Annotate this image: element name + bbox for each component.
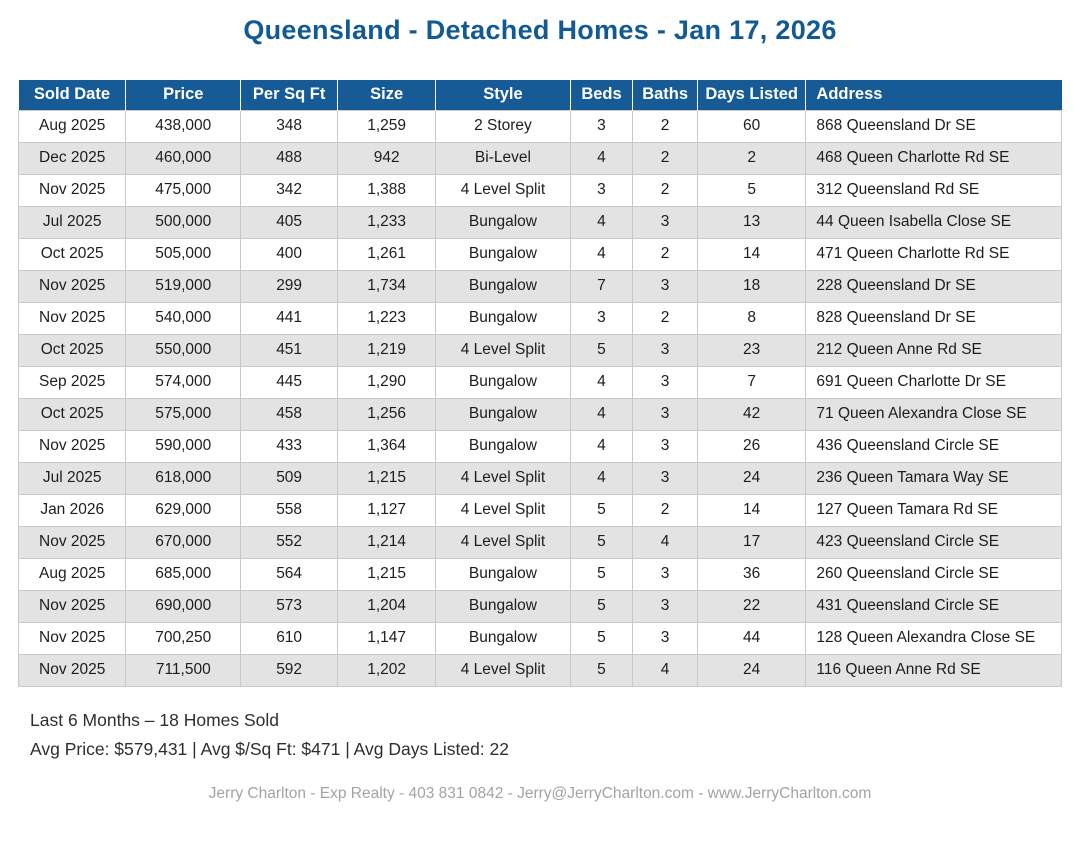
- cell-beds: 5: [570, 334, 633, 366]
- cell-baths: 3: [633, 622, 698, 654]
- cell-baths: 2: [633, 302, 698, 334]
- cell-address: 312 Queensland Rd SE: [806, 174, 1062, 206]
- cell-beds: 4: [570, 238, 633, 270]
- cell-days-listed: 23: [697, 334, 805, 366]
- cell-beds: 4: [570, 398, 633, 430]
- cell-sold-date: Jul 2025: [19, 462, 126, 494]
- table-row: [19, 206, 1062, 238]
- cell-sold-date: Oct 2025: [19, 398, 126, 430]
- cell-baths: 3: [633, 206, 698, 238]
- cell-sold-date: Dec 2025: [19, 142, 126, 174]
- summary-block: [30, 706, 1080, 764]
- cell-price: 475,000: [126, 174, 241, 206]
- cell-style: Bungalow: [436, 430, 571, 462]
- cell-style: 4 Level Split: [436, 174, 571, 206]
- cell-price: 438,000: [126, 110, 241, 142]
- cell-beds: 5: [570, 526, 633, 558]
- cell-price: 519,000: [126, 270, 241, 302]
- cell-baths: 3: [633, 334, 698, 366]
- cell-baths: 3: [633, 462, 698, 494]
- cell-style: Bungalow: [436, 238, 571, 270]
- cell-price: 670,000: [126, 526, 241, 558]
- cell-price: 575,000: [126, 398, 241, 430]
- cell-baths: 2: [633, 142, 698, 174]
- cell-per-sq-ft: 441: [241, 302, 338, 334]
- cell-sold-date: Oct 2025: [19, 334, 126, 366]
- cell-address: 431 Queensland Circle SE: [806, 590, 1062, 622]
- cell-days-listed: 7: [697, 366, 805, 398]
- cell-beds: 4: [570, 462, 633, 494]
- table-row: [19, 430, 1062, 462]
- cell-sold-date: Jan 2026: [19, 494, 126, 526]
- cell-style: Bungalow: [436, 206, 571, 238]
- cell-baths: 4: [633, 654, 698, 686]
- cell-beds: 4: [570, 142, 633, 174]
- cell-per-sq-ft: 451: [241, 334, 338, 366]
- cell-size: 1,202: [338, 654, 436, 686]
- cell-baths: 3: [633, 430, 698, 462]
- table-row: [19, 590, 1062, 622]
- table-row: [19, 654, 1062, 686]
- summary-averages: Avg Price: $579,431 | Avg $/Sq Ft: $471 | Avg Days Listed: 22: [30, 738, 509, 759]
- cell-size: 1,734: [338, 270, 436, 302]
- cell-baths: 2: [633, 110, 698, 142]
- column-header-days-listed: Days Listed: [697, 80, 805, 110]
- cell-baths: 2: [633, 174, 698, 206]
- cell-days-listed: 2: [697, 142, 805, 174]
- cell-days-listed: 44: [697, 622, 805, 654]
- cell-style: Bungalow: [436, 590, 571, 622]
- cell-days-listed: 60: [697, 110, 805, 142]
- table-row: [19, 494, 1062, 526]
- page-title: Queensland - Detached Homes - Jan 17, 2026: [243, 15, 837, 45]
- cell-price: 629,000: [126, 494, 241, 526]
- table-row: [19, 110, 1062, 142]
- cell-baths: 2: [633, 238, 698, 270]
- cell-style: Bi-Level: [436, 142, 571, 174]
- cell-per-sq-ft: 509: [241, 462, 338, 494]
- cell-address: 236 Queen Tamara Way SE: [806, 462, 1062, 494]
- cell-address: 127 Queen Tamara Rd SE: [806, 494, 1062, 526]
- cell-days-listed: 24: [697, 462, 805, 494]
- cell-sold-date: Aug 2025: [19, 110, 126, 142]
- cell-beds: 4: [570, 366, 633, 398]
- table-row: [19, 366, 1062, 398]
- cell-address: 471 Queen Charlotte Rd SE: [806, 238, 1062, 270]
- cell-price: 505,000: [126, 238, 241, 270]
- cell-size: 1,214: [338, 526, 436, 558]
- cell-price: 500,000: [126, 206, 241, 238]
- cell-size: 1,261: [338, 238, 436, 270]
- cell-baths: 3: [633, 366, 698, 398]
- cell-days-listed: 36: [697, 558, 805, 590]
- cell-address: 423 Queensland Circle SE: [806, 526, 1062, 558]
- cell-baths: 4: [633, 526, 698, 558]
- cell-address: 128 Queen Alexandra Close SE: [806, 622, 1062, 654]
- cell-size: 1,147: [338, 622, 436, 654]
- cell-beds: 4: [570, 430, 633, 462]
- cell-style: Bungalow: [436, 366, 571, 398]
- column-header-baths: Baths: [633, 80, 698, 110]
- table-row: [19, 302, 1062, 334]
- cell-size: 1,219: [338, 334, 436, 366]
- cell-price: 685,000: [126, 558, 241, 590]
- cell-beds: 5: [570, 654, 633, 686]
- cell-days-listed: 22: [697, 590, 805, 622]
- cell-sold-date: Aug 2025: [19, 558, 126, 590]
- cell-per-sq-ft: 552: [241, 526, 338, 558]
- cell-price: 690,000: [126, 590, 241, 622]
- cell-address: 691 Queen Charlotte Dr SE: [806, 366, 1062, 398]
- cell-style: 4 Level Split: [436, 334, 571, 366]
- table-row: [19, 558, 1062, 590]
- cell-per-sq-ft: 433: [241, 430, 338, 462]
- cell-address: 71 Queen Alexandra Close SE: [806, 398, 1062, 430]
- cell-size: 1,388: [338, 174, 436, 206]
- cell-beds: 5: [570, 622, 633, 654]
- cell-sold-date: Nov 2025: [19, 654, 126, 686]
- cell-address: 436 Queensland Circle SE: [806, 430, 1062, 462]
- cell-sold-date: Sep 2025: [19, 366, 126, 398]
- cell-baths: 3: [633, 590, 698, 622]
- cell-beds: 7: [570, 270, 633, 302]
- cell-price: 700,250: [126, 622, 241, 654]
- cell-price: 618,000: [126, 462, 241, 494]
- cell-beds: 4: [570, 206, 633, 238]
- cell-per-sq-ft: 348: [241, 110, 338, 142]
- cell-style: Bungalow: [436, 270, 571, 302]
- cell-baths: 3: [633, 270, 698, 302]
- cell-sold-date: Oct 2025: [19, 238, 126, 270]
- column-header-sold-date: Sold Date: [19, 80, 126, 110]
- cell-address: 468 Queen Charlotte Rd SE: [806, 142, 1062, 174]
- cell-beds: 5: [570, 558, 633, 590]
- cell-sold-date: Nov 2025: [19, 590, 126, 622]
- cell-size: 1,215: [338, 558, 436, 590]
- cell-baths: 2: [633, 494, 698, 526]
- cell-per-sq-ft: 610: [241, 622, 338, 654]
- cell-size: 1,204: [338, 590, 436, 622]
- cell-sold-date: Nov 2025: [19, 526, 126, 558]
- cell-beds: 3: [570, 110, 633, 142]
- cell-size: 1,233: [338, 206, 436, 238]
- cell-beds: 3: [570, 174, 633, 206]
- cell-sold-date: Nov 2025: [19, 302, 126, 334]
- table-row: [19, 142, 1062, 174]
- cell-address: 116 Queen Anne Rd SE: [806, 654, 1062, 686]
- cell-days-listed: 5: [697, 174, 805, 206]
- table-header-row: [19, 80, 1062, 110]
- cell-price: 574,000: [126, 366, 241, 398]
- cell-beds: 5: [570, 590, 633, 622]
- cell-sold-date: Nov 2025: [19, 174, 126, 206]
- cell-address: 868 Queensland Dr SE: [806, 110, 1062, 142]
- cell-size: 1,364: [338, 430, 436, 462]
- summary-homes-sold: Last 6 Months – 18 Homes Sold: [30, 709, 280, 730]
- table-row: [19, 398, 1062, 430]
- cell-days-listed: 13: [697, 206, 805, 238]
- table-row: [19, 174, 1062, 206]
- cell-address: 44 Queen Isabella Close SE: [806, 206, 1062, 238]
- column-header-beds: Beds: [570, 80, 633, 110]
- cell-days-listed: 24: [697, 654, 805, 686]
- cell-style: Bungalow: [436, 558, 571, 590]
- cell-size: 942: [338, 142, 436, 174]
- cell-beds: 3: [570, 302, 633, 334]
- table-row: [19, 270, 1062, 302]
- cell-per-sq-ft: 488: [241, 142, 338, 174]
- cell-sold-date: Nov 2025: [19, 622, 126, 654]
- cell-per-sq-ft: 405: [241, 206, 338, 238]
- cell-per-sq-ft: 564: [241, 558, 338, 590]
- column-header-size: Size: [338, 80, 436, 110]
- cell-baths: 3: [633, 398, 698, 430]
- cell-beds: 5: [570, 494, 633, 526]
- cell-style: 4 Level Split: [436, 526, 571, 558]
- homes-sold-table: [18, 80, 1062, 687]
- cell-per-sq-ft: 400: [241, 238, 338, 270]
- cell-sold-date: Nov 2025: [19, 430, 126, 462]
- cell-style: Bungalow: [436, 622, 571, 654]
- table-row: [19, 622, 1062, 654]
- column-header-style: Style: [436, 80, 571, 110]
- cell-style: 2 Storey: [436, 110, 571, 142]
- cell-per-sq-ft: 445: [241, 366, 338, 398]
- table-row: [19, 526, 1062, 558]
- cell-size: 1,256: [338, 398, 436, 430]
- cell-per-sq-ft: 299: [241, 270, 338, 302]
- cell-size: 1,259: [338, 110, 436, 142]
- cell-price: 540,000: [126, 302, 241, 334]
- cell-per-sq-ft: 458: [241, 398, 338, 430]
- cell-baths: 3: [633, 558, 698, 590]
- cell-days-listed: 26: [697, 430, 805, 462]
- column-header-per-sq-ft: Per Sq Ft: [241, 80, 338, 110]
- cell-size: 1,223: [338, 302, 436, 334]
- cell-address: 228 Queensland Dr SE: [806, 270, 1062, 302]
- cell-address: 260 Queensland Circle SE: [806, 558, 1062, 590]
- cell-days-listed: 8: [697, 302, 805, 334]
- cell-price: 711,500: [126, 654, 241, 686]
- cell-price: 460,000: [126, 142, 241, 174]
- cell-days-listed: 42: [697, 398, 805, 430]
- cell-address: 828 Queensland Dr SE: [806, 302, 1062, 334]
- table-row: [19, 238, 1062, 270]
- cell-style: Bungalow: [436, 302, 571, 334]
- cell-style: 4 Level Split: [436, 494, 571, 526]
- column-header-address: Address: [806, 80, 1062, 110]
- cell-size: 1,290: [338, 366, 436, 398]
- cell-address: 212 Queen Anne Rd SE: [806, 334, 1062, 366]
- table-row: [19, 334, 1062, 366]
- cell-sold-date: Nov 2025: [19, 270, 126, 302]
- cell-style: Bungalow: [436, 398, 571, 430]
- cell-price: 550,000: [126, 334, 241, 366]
- cell-style: 4 Level Split: [436, 462, 571, 494]
- cell-style: 4 Level Split: [436, 654, 571, 686]
- cell-days-listed: 18: [697, 270, 805, 302]
- cell-per-sq-ft: 592: [241, 654, 338, 686]
- agent-contact-footer: Jerry Charlton - Exp Realty - 403 831 0842 - Jerry@JerryCharlton.com - www.JerryCharlton.com: [208, 784, 872, 802]
- table-body: [19, 110, 1062, 686]
- cell-days-listed: 14: [697, 494, 805, 526]
- cell-price: 590,000: [126, 430, 241, 462]
- cell-days-listed: 17: [697, 526, 805, 558]
- cell-per-sq-ft: 558: [241, 494, 338, 526]
- cell-per-sq-ft: 342: [241, 174, 338, 206]
- table-header: [19, 80, 1062, 110]
- column-header-price: Price: [126, 80, 241, 110]
- cell-size: 1,215: [338, 462, 436, 494]
- cell-sold-date: Jul 2025: [19, 206, 126, 238]
- cell-days-listed: 14: [697, 238, 805, 270]
- cell-size: 1,127: [338, 494, 436, 526]
- cell-per-sq-ft: 573: [241, 590, 338, 622]
- table-row: [19, 462, 1062, 494]
